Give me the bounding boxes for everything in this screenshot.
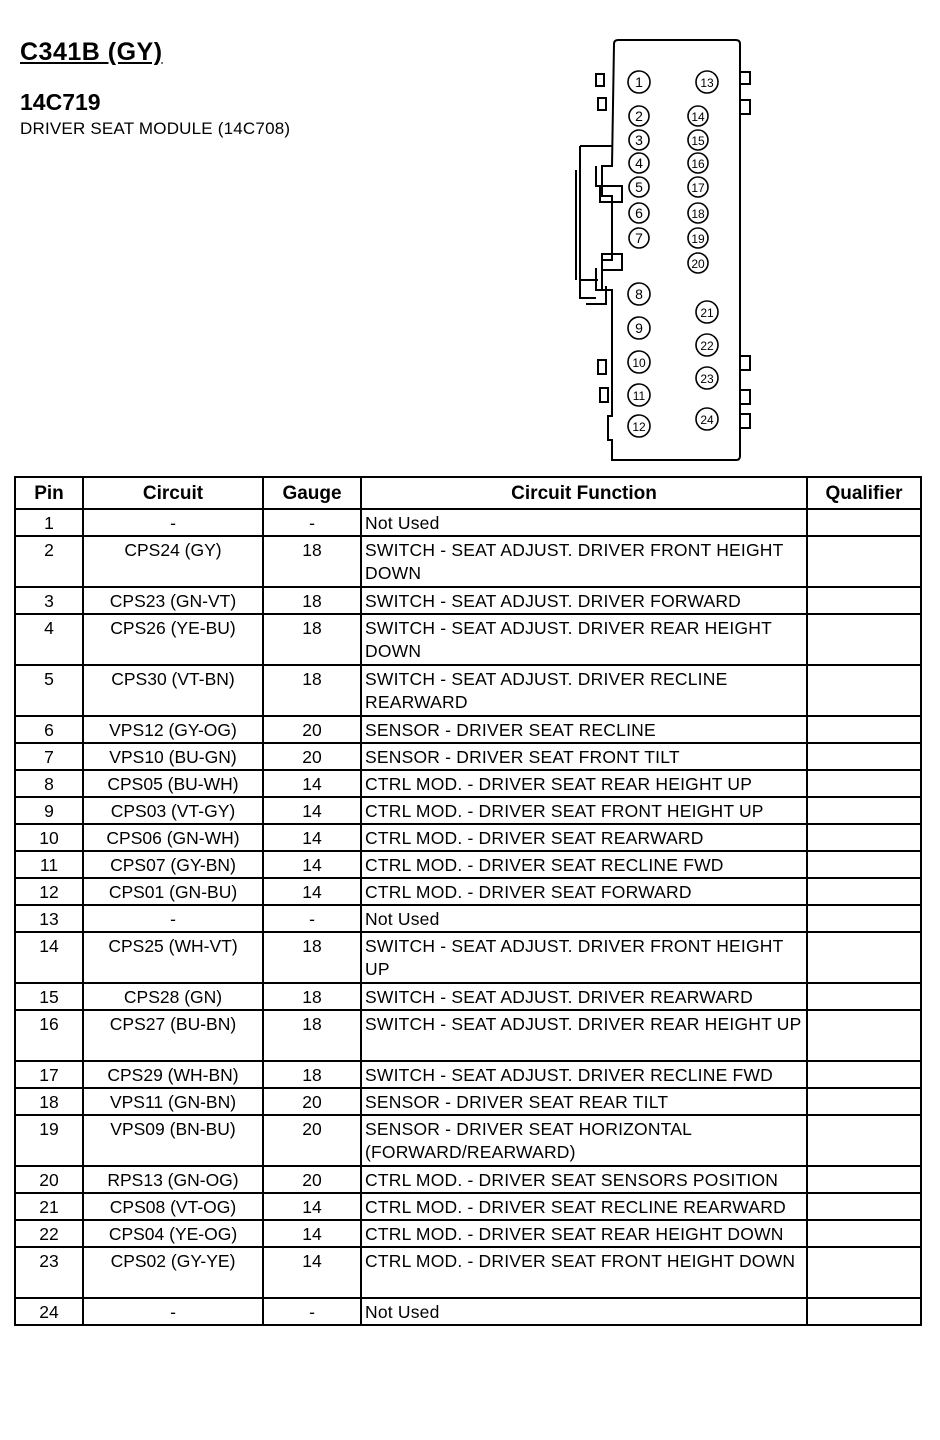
cell-gauge: 20 bbox=[263, 1166, 361, 1193]
cell-gauge: 14 bbox=[263, 824, 361, 851]
table-row bbox=[15, 851, 921, 878]
cell-pin: 24 bbox=[15, 1298, 83, 1325]
connector-pin-label: 19 bbox=[691, 232, 705, 246]
table-row bbox=[15, 878, 921, 905]
connector-pin-8 bbox=[628, 283, 650, 305]
connector-pin-10 bbox=[628, 351, 650, 373]
table-row bbox=[15, 770, 921, 797]
header-qualifier: Qualifier bbox=[807, 477, 921, 509]
cell-gauge: - bbox=[263, 1298, 361, 1325]
table-row bbox=[15, 614, 921, 665]
cell-function: SWITCH - SEAT ADJUST. DRIVER REAR HEIGHT UP bbox=[361, 1010, 807, 1061]
cell-qualifier bbox=[807, 587, 921, 614]
cell-function: CTRL MOD. - DRIVER SEAT FORWARD bbox=[361, 878, 807, 905]
cell-pin: 13 bbox=[15, 905, 83, 932]
connector-pin-20 bbox=[688, 253, 708, 273]
cell-gauge: - bbox=[263, 905, 361, 932]
cell-circuit: CPS07 (GY-BN) bbox=[83, 851, 263, 878]
header-circuit-function: Circuit Function bbox=[361, 477, 807, 509]
cell-function: SWITCH - SEAT ADJUST. DRIVER FORWARD bbox=[361, 587, 807, 614]
table-row bbox=[15, 1088, 921, 1115]
connector-pin-label: 4 bbox=[635, 155, 643, 171]
cell-qualifier bbox=[807, 932, 921, 983]
cell-pin: 8 bbox=[15, 770, 83, 797]
connector-pin-label: 7 bbox=[635, 230, 643, 246]
connector-pin-12 bbox=[628, 415, 650, 437]
cell-qualifier bbox=[807, 905, 921, 932]
connector-pin-label: 6 bbox=[635, 205, 643, 221]
table-row bbox=[15, 1220, 921, 1247]
table-row bbox=[15, 797, 921, 824]
cell-pin: 3 bbox=[15, 587, 83, 614]
connector-pin-17 bbox=[688, 177, 708, 197]
cell-function: SWITCH - SEAT ADJUST. DRIVER FRONT HEIGHT UP bbox=[361, 932, 807, 983]
connector-id: C341B (GY) bbox=[20, 38, 163, 66]
cell-function: SENSOR - DRIVER SEAT FRONT TILT bbox=[361, 743, 807, 770]
cell-pin: 14 bbox=[15, 932, 83, 983]
table-row bbox=[15, 716, 921, 743]
connector-pin-22 bbox=[696, 334, 718, 356]
connector-pin-label: 5 bbox=[635, 179, 643, 195]
table-row bbox=[15, 1247, 921, 1298]
cell-function: SWITCH - SEAT ADJUST. DRIVER RECLINE FWD bbox=[361, 1061, 807, 1088]
connector-pin-label: 2 bbox=[635, 108, 643, 124]
cell-circuit: CPS29 (WH-BN) bbox=[83, 1061, 263, 1088]
cell-gauge: 14 bbox=[263, 797, 361, 824]
connector-pin-label: 21 bbox=[700, 306, 714, 320]
cell-pin: 22 bbox=[15, 1220, 83, 1247]
cell-pin: 16 bbox=[15, 1010, 83, 1061]
cell-pin: 6 bbox=[15, 716, 83, 743]
cell-qualifier bbox=[807, 1247, 921, 1298]
cell-circuit: CPS04 (YE-OG) bbox=[83, 1220, 263, 1247]
cell-circuit: VPS12 (GY-OG) bbox=[83, 716, 263, 743]
cell-circuit: CPS28 (GN) bbox=[83, 983, 263, 1010]
cell-qualifier bbox=[807, 509, 921, 536]
connector-pin-5 bbox=[629, 177, 649, 197]
connector-pin-9 bbox=[628, 317, 650, 339]
connector-pin-1 bbox=[628, 71, 650, 93]
connector-pin-label: 18 bbox=[691, 207, 705, 221]
cell-pin: 19 bbox=[15, 1115, 83, 1166]
table-row bbox=[15, 1166, 921, 1193]
cell-gauge: 18 bbox=[263, 587, 361, 614]
cell-circuit: VPS09 (BN-BU) bbox=[83, 1115, 263, 1166]
cell-function: CTRL MOD. - DRIVER SEAT RECLINE FWD bbox=[361, 851, 807, 878]
table-row bbox=[15, 824, 921, 851]
cell-qualifier bbox=[807, 1193, 921, 1220]
cell-pin: 17 bbox=[15, 1061, 83, 1088]
cell-pin: 7 bbox=[15, 743, 83, 770]
table-row bbox=[15, 932, 921, 983]
cell-pin: 20 bbox=[15, 1166, 83, 1193]
connector-header bbox=[20, 38, 290, 139]
pin-table bbox=[14, 476, 922, 1326]
cell-circuit: CPS06 (GN-WH) bbox=[83, 824, 263, 851]
cell-qualifier bbox=[807, 1115, 921, 1166]
header-gauge: Gauge bbox=[263, 477, 361, 509]
cell-function: SWITCH - SEAT ADJUST. DRIVER RECLINE REARWARD bbox=[361, 665, 807, 716]
connector-pin-3 bbox=[629, 130, 649, 150]
cell-function: CTRL MOD. - DRIVER SEAT SENSORS POSITION bbox=[361, 1166, 807, 1193]
cell-function: CTRL MOD. - DRIVER SEAT REAR HEIGHT UP bbox=[361, 770, 807, 797]
connector-pin-label: 15 bbox=[691, 134, 705, 148]
cell-pin: 21 bbox=[15, 1193, 83, 1220]
connector-pin-14 bbox=[688, 106, 708, 126]
table-row bbox=[15, 1061, 921, 1088]
cell-circuit: CPS26 (YE-BU) bbox=[83, 614, 263, 665]
connector-pin-label: 14 bbox=[691, 110, 705, 124]
connector-pin-label: 3 bbox=[635, 132, 643, 148]
connector-pin-label: 11 bbox=[632, 389, 646, 403]
cell-qualifier bbox=[807, 614, 921, 665]
cell-pin: 5 bbox=[15, 665, 83, 716]
cell-pin: 18 bbox=[15, 1088, 83, 1115]
connector-pin-label: 13 bbox=[700, 76, 714, 90]
cell-circuit: CPS01 (GN-BU) bbox=[83, 878, 263, 905]
cell-function: Not Used bbox=[361, 509, 807, 536]
table-row bbox=[15, 536, 921, 587]
connector-pin-24 bbox=[696, 408, 718, 430]
cell-gauge: 14 bbox=[263, 851, 361, 878]
cell-pin: 11 bbox=[15, 851, 83, 878]
cell-qualifier bbox=[807, 824, 921, 851]
cell-function: SWITCH - SEAT ADJUST. DRIVER FRONT HEIGHT DOWN bbox=[361, 536, 807, 587]
table-row bbox=[15, 1193, 921, 1220]
cell-gauge: 20 bbox=[263, 743, 361, 770]
connector-pin-18 bbox=[688, 203, 708, 223]
connector-pin-21 bbox=[696, 301, 718, 323]
cell-qualifier bbox=[807, 536, 921, 587]
cell-pin: 4 bbox=[15, 614, 83, 665]
table-row bbox=[15, 587, 921, 614]
cell-qualifier bbox=[807, 716, 921, 743]
cell-qualifier bbox=[807, 878, 921, 905]
cell-function: SENSOR - DRIVER SEAT HORIZONTAL (FORWARD/REARWARD) bbox=[361, 1115, 807, 1166]
cell-pin: 2 bbox=[15, 536, 83, 587]
cell-function: CTRL MOD. - DRIVER SEAT FRONT HEIGHT UP bbox=[361, 797, 807, 824]
cell-gauge: 14 bbox=[263, 878, 361, 905]
connector-pin-7 bbox=[629, 228, 649, 248]
connector-pin-label: 12 bbox=[632, 420, 646, 434]
cell-gauge: 14 bbox=[263, 1220, 361, 1247]
connector-pin-4 bbox=[629, 153, 649, 173]
cell-circuit: RPS13 (GN-OG) bbox=[83, 1166, 263, 1193]
cell-function: SWITCH - SEAT ADJUST. DRIVER REAR HEIGHT DOWN bbox=[361, 614, 807, 665]
cell-function: SWITCH - SEAT ADJUST. DRIVER REARWARD bbox=[361, 983, 807, 1010]
table-row bbox=[15, 1010, 921, 1061]
connector-pin-15 bbox=[688, 130, 708, 150]
cell-pin: 1 bbox=[15, 509, 83, 536]
connector-pin-23 bbox=[696, 367, 718, 389]
connector-pin-label: 1 bbox=[635, 74, 643, 90]
cell-gauge: 18 bbox=[263, 614, 361, 665]
header-pin: Pin bbox=[15, 477, 83, 509]
cell-pin: 9 bbox=[15, 797, 83, 824]
cell-qualifier bbox=[807, 797, 921, 824]
cell-gauge: 18 bbox=[263, 1010, 361, 1061]
connector-pin-label: 22 bbox=[700, 339, 714, 353]
connector-pin-11 bbox=[628, 384, 650, 406]
cell-circuit: - bbox=[83, 509, 263, 536]
cell-circuit: CPS27 (BU-BN) bbox=[83, 1010, 263, 1061]
cell-function: SENSOR - DRIVER SEAT RECLINE bbox=[361, 716, 807, 743]
cell-qualifier bbox=[807, 1298, 921, 1325]
cell-qualifier bbox=[807, 851, 921, 878]
cell-circuit: CPS05 (BU-WH) bbox=[83, 770, 263, 797]
cell-qualifier bbox=[807, 743, 921, 770]
cell-gauge: 20 bbox=[263, 1088, 361, 1115]
cell-gauge: 18 bbox=[263, 983, 361, 1010]
cell-function: CTRL MOD. - DRIVER SEAT REARWARD bbox=[361, 824, 807, 851]
cell-gauge: 14 bbox=[263, 770, 361, 797]
cell-function: CTRL MOD. - DRIVER SEAT REAR HEIGHT DOWN bbox=[361, 1220, 807, 1247]
cell-circuit: VPS11 (GN-BN) bbox=[83, 1088, 263, 1115]
cell-qualifier bbox=[807, 1010, 921, 1061]
cell-circuit: CPS25 (WH-VT) bbox=[83, 932, 263, 983]
connector-pin-label: 17 bbox=[691, 181, 705, 195]
cell-circuit: VPS10 (BU-GN) bbox=[83, 743, 263, 770]
cell-circuit: CPS30 (VT-BN) bbox=[83, 665, 263, 716]
table-row bbox=[15, 1298, 921, 1325]
cell-gauge: 20 bbox=[263, 1115, 361, 1166]
header-circuit: Circuit bbox=[83, 477, 263, 509]
cell-circuit: - bbox=[83, 905, 263, 932]
cell-function: CTRL MOD. - DRIVER SEAT FRONT HEIGHT DOWN bbox=[361, 1247, 807, 1298]
connector-pin-label: 24 bbox=[700, 413, 714, 427]
table-row bbox=[15, 743, 921, 770]
cell-function: SENSOR - DRIVER SEAT REAR TILT bbox=[361, 1088, 807, 1115]
connector-pin-6 bbox=[629, 203, 649, 223]
connector-pin-label: 8 bbox=[635, 286, 643, 302]
cell-gauge: 18 bbox=[263, 932, 361, 983]
cell-gauge: 18 bbox=[263, 665, 361, 716]
connector-description: DRIVER SEAT MODULE (14C708) bbox=[20, 119, 291, 138]
table-header-row bbox=[15, 477, 921, 509]
connector-pin-13 bbox=[696, 71, 718, 93]
cell-circuit: CPS08 (VT-OG) bbox=[83, 1193, 263, 1220]
table-row bbox=[15, 509, 921, 536]
cell-gauge: - bbox=[263, 509, 361, 536]
cell-function: Not Used bbox=[361, 905, 807, 932]
connector-pin-label: 20 bbox=[691, 257, 705, 271]
cell-qualifier bbox=[807, 770, 921, 797]
cell-gauge: 20 bbox=[263, 716, 361, 743]
connector-pin-19 bbox=[688, 228, 708, 248]
cell-qualifier bbox=[807, 1220, 921, 1247]
table-row bbox=[15, 665, 921, 716]
connector-pin-label: 9 bbox=[635, 320, 643, 336]
cell-pin: 12 bbox=[15, 878, 83, 905]
cell-qualifier bbox=[807, 1166, 921, 1193]
cell-circuit: CPS02 (GY-YE) bbox=[83, 1247, 263, 1298]
cell-gauge: 18 bbox=[263, 536, 361, 587]
cell-pin: 10 bbox=[15, 824, 83, 851]
connector-face-diagram bbox=[566, 36, 766, 466]
table-row bbox=[15, 905, 921, 932]
cell-qualifier bbox=[807, 1061, 921, 1088]
table-row bbox=[15, 983, 921, 1010]
cell-circuit: CPS23 (GN-VT) bbox=[83, 587, 263, 614]
cell-function: Not Used bbox=[361, 1298, 807, 1325]
cell-function: CTRL MOD. - DRIVER SEAT RECLINE REARWARD bbox=[361, 1193, 807, 1220]
connector-pin-label: 10 bbox=[632, 356, 646, 370]
cell-circuit: CPS03 (VT-GY) bbox=[83, 797, 263, 824]
cell-gauge: 14 bbox=[263, 1247, 361, 1298]
connector-pin-label: 16 bbox=[691, 157, 705, 171]
connector-pin-2 bbox=[629, 106, 649, 126]
cell-gauge: 14 bbox=[263, 1193, 361, 1220]
cell-qualifier bbox=[807, 665, 921, 716]
table-row bbox=[15, 1115, 921, 1166]
cell-qualifier bbox=[807, 1088, 921, 1115]
connector-pin-label: 23 bbox=[700, 372, 714, 386]
cell-pin: 15 bbox=[15, 983, 83, 1010]
cell-gauge: 18 bbox=[263, 1061, 361, 1088]
cell-qualifier bbox=[807, 983, 921, 1010]
cell-circuit: - bbox=[83, 1298, 263, 1325]
connector-pin-16 bbox=[688, 153, 708, 173]
cell-circuit: CPS24 (GY) bbox=[83, 536, 263, 587]
cell-pin: 23 bbox=[15, 1247, 83, 1298]
part-number: 14C719 bbox=[20, 89, 101, 115]
